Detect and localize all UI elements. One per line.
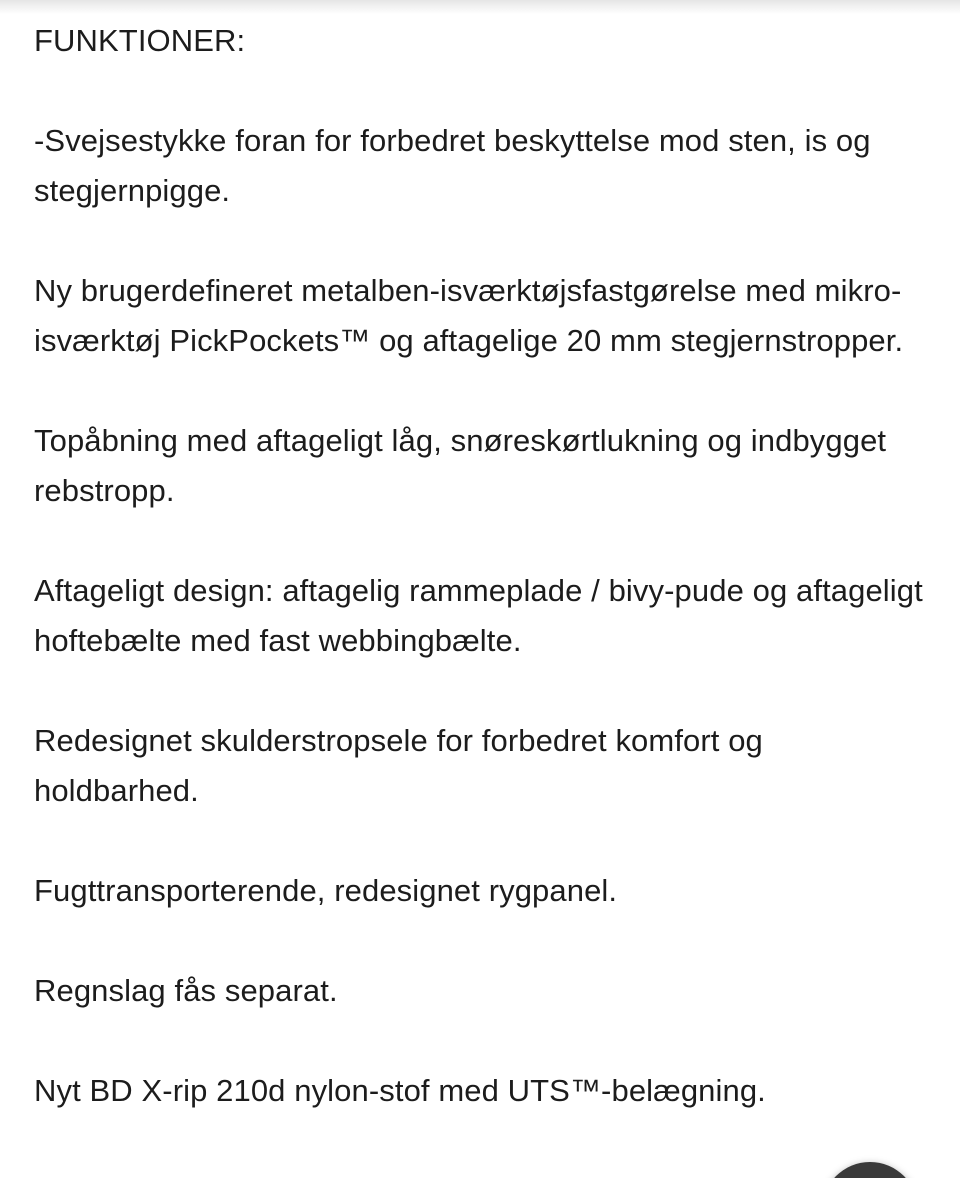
feature-description	[34, 16, 924, 1166]
feature-paragraph: Aftageligt design: aftagelig rammeplade / bivy-pude og aftageligt hoftebælte med fast webbingbælte.	[34, 573, 923, 658]
feature-paragraph: Redesignet skulderstropsele for forbedret komfort og holdbarhed.	[34, 723, 763, 808]
feature-paragraph: -Svejsestykke foran for forbedret beskyttelse mod sten, is og stegjernpigge.	[34, 123, 871, 208]
features-heading: FUNKTIONER:	[34, 23, 246, 58]
feature-paragraph: Nyt BD X-rip 210d nylon-stof med UTS™-belægning.	[34, 1073, 766, 1108]
feature-paragraph: Ny brugerdefineret metalben-isværktøjsfastgørelse med mikro-isværktøj PickPockets™ og aftagelige 20 mm stegjernstropper.	[34, 273, 904, 358]
feature-paragraph: Regnslag fås separat.	[34, 973, 338, 1008]
feature-paragraph: Topåbning med aftageligt låg, snøreskørtlukning og indbygget rebstropp.	[34, 423, 887, 508]
feature-paragraph: Fugttransporterende, redesignet rygpanel.	[34, 873, 618, 908]
top-edge-shadow	[0, 0, 960, 14]
